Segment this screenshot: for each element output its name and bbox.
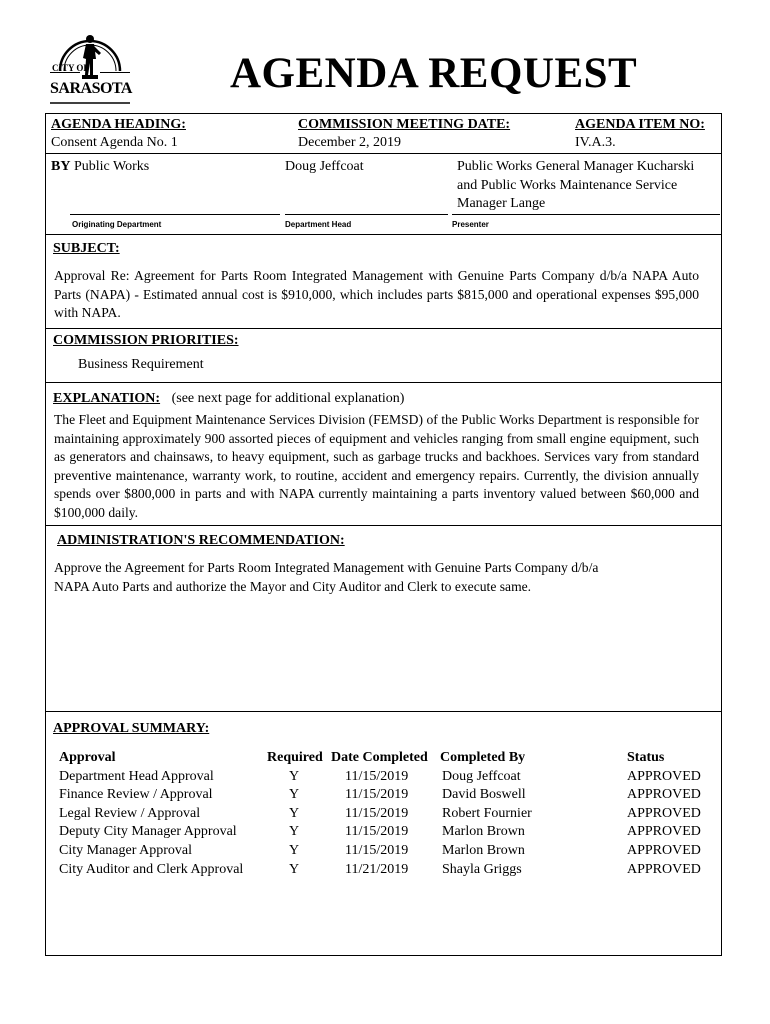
recommendation-text	[54, 559, 714, 596]
divider	[45, 328, 722, 329]
by-label: BY	[51, 159, 71, 174]
date-cell: 11/15/2019	[345, 805, 409, 821]
date-cell: 11/15/2019	[345, 824, 409, 840]
date-cell: 11/15/2019	[345, 787, 409, 803]
status-cell: APPROVED	[627, 842, 701, 858]
approval-table	[59, 749, 707, 879]
priorities-label: COMMISSION PRIORITIES:	[53, 333, 239, 348]
page-title: AGENDA REQUEST	[230, 50, 638, 97]
required-cell: Y	[289, 824, 300, 840]
recommendation-line: Approve the Agreement for Parts Room Integrated Management with Genuine Parts Company d/b/a	[54, 560, 599, 575]
table-row	[59, 823, 707, 842]
completed-by-cell: Robert Fournier	[442, 805, 532, 821]
divider	[45, 525, 722, 526]
recommendation-label: ADMINISTRATION'S RECOMMENDATION:	[57, 533, 345, 548]
agenda-heading-label: AGENDA HEADING:	[51, 117, 186, 132]
signature-line	[70, 214, 280, 215]
required-cell: Y	[289, 768, 300, 784]
approval-cell: Legal Review / Approval	[59, 805, 201, 821]
logo-text-bottom: SARASOTA	[50, 80, 132, 97]
priorities-value: Business Requirement	[78, 357, 204, 372]
table-row	[59, 861, 707, 880]
by-line	[51, 158, 149, 176]
required-cell: Y	[289, 842, 300, 858]
by-department: Public Works	[73, 159, 150, 174]
explanation-text: The Fleet and Equipment Maintenance Services Division (FEMSD) of the Public Works Department is responsible for maintaining approximately 900 assorted pieces of equipment and vehicles ranging from small engine equipment, such as generators and chainsaws, to heavy equipment, such as garbage trucks and backhoes. Services vary from standard preventive maintenance, warranty work, to routine, accident and emergency repairs. Currently, the division annually spends over $800,000 in parts and with NAPA currently maintaining a parts inventory valued between $60,000 and $100,000 daily.	[54, 412, 699, 520]
by-department-head: Doug Jeffcoat	[285, 159, 364, 174]
approval-summary-label: APPROVAL SUMMARY:	[53, 721, 210, 736]
presenter-line: Manager Lange	[457, 196, 546, 212]
required-cell: Y	[289, 787, 300, 803]
explanation-heading	[53, 390, 404, 408]
completed-by-cell: Shayla Griggs	[442, 861, 522, 877]
required-cell: Y	[289, 861, 300, 877]
status-cell: APPROVED	[627, 861, 701, 877]
table-header-row	[59, 749, 707, 768]
column-header: Status	[627, 750, 665, 765]
presenter-line: and Public Works Maintenance Service	[457, 177, 678, 193]
agenda-heading-value: Consent Agenda No. 1	[51, 135, 178, 150]
date-cell: 11/21/2019	[345, 861, 409, 877]
table-row	[59, 768, 707, 787]
item-no-label: AGENDA ITEM NO:	[575, 117, 705, 132]
presenter-line: Public Works General Manager Kucharski	[457, 159, 695, 174]
completed-by-cell: David Boswell	[442, 787, 526, 803]
explanation-label: EXPLANATION:	[53, 391, 161, 406]
city-seal-logo	[46, 25, 134, 107]
date-cell: 11/15/2019	[345, 768, 409, 784]
required-cell: Y	[289, 805, 300, 821]
status-cell: APPROVED	[627, 824, 701, 840]
by-presenter	[457, 158, 694, 214]
status-cell: APPROVED	[627, 768, 701, 784]
signature-line	[285, 214, 448, 215]
caption-presenter: Presenter	[452, 220, 489, 229]
recommendation-line: NAPA Auto Parts and authorize the Mayor and City Auditor and Clerk to execute same.	[54, 578, 532, 594]
date-cell: 11/15/2019	[345, 842, 409, 858]
table-row	[59, 842, 707, 861]
item-no-value: IV.A.3.	[575, 135, 616, 150]
meeting-date-value: December 2, 2019	[298, 135, 402, 150]
column-header: Completed By	[440, 750, 526, 765]
approval-cell: City Manager Approval	[59, 842, 192, 858]
status-cell: APPROVED	[627, 805, 701, 821]
logo-text-top: CITY OF	[52, 63, 89, 73]
completed-by-cell: Marlon Brown	[442, 824, 525, 840]
divider	[45, 234, 722, 235]
column-header: Required	[267, 750, 323, 765]
status-cell: APPROVED	[627, 787, 701, 803]
approval-cell: Deputy City Manager Approval	[59, 824, 237, 840]
divider	[45, 711, 722, 712]
table-row	[59, 805, 707, 824]
completed-by-cell: Doug Jeffcoat	[442, 768, 521, 784]
approval-cell: Department Head Approval	[59, 768, 214, 784]
column-header: Approval	[59, 750, 116, 765]
table-row	[59, 786, 707, 805]
column-header: Date Completed	[331, 750, 428, 765]
subject-text: Approval Re: Agreement for Parts Room Integrated Management with Genuine Parts Company d/b/a NAPA Auto Parts (NAPA) - Estimated annual cost is $910,000, which includes parts $815,000 and operational expenses $95,000 with NAPA.	[54, 268, 699, 321]
caption-originating-department: Originating Department	[72, 220, 162, 229]
divider	[45, 153, 722, 154]
subject-label: SUBJECT:	[53, 241, 120, 256]
signature-line	[452, 214, 720, 215]
explanation-note: (see next page for additional explanation)	[171, 391, 405, 406]
approval-cell: Finance Review / Approval	[59, 787, 213, 803]
caption-department-head: Department Head	[285, 220, 352, 229]
completed-by-cell: Marlon Brown	[442, 842, 525, 858]
divider	[45, 382, 722, 383]
approval-cell: City Auditor and Clerk Approval	[59, 861, 244, 877]
meeting-date-label: COMMISSION MEETING DATE:	[298, 117, 511, 132]
